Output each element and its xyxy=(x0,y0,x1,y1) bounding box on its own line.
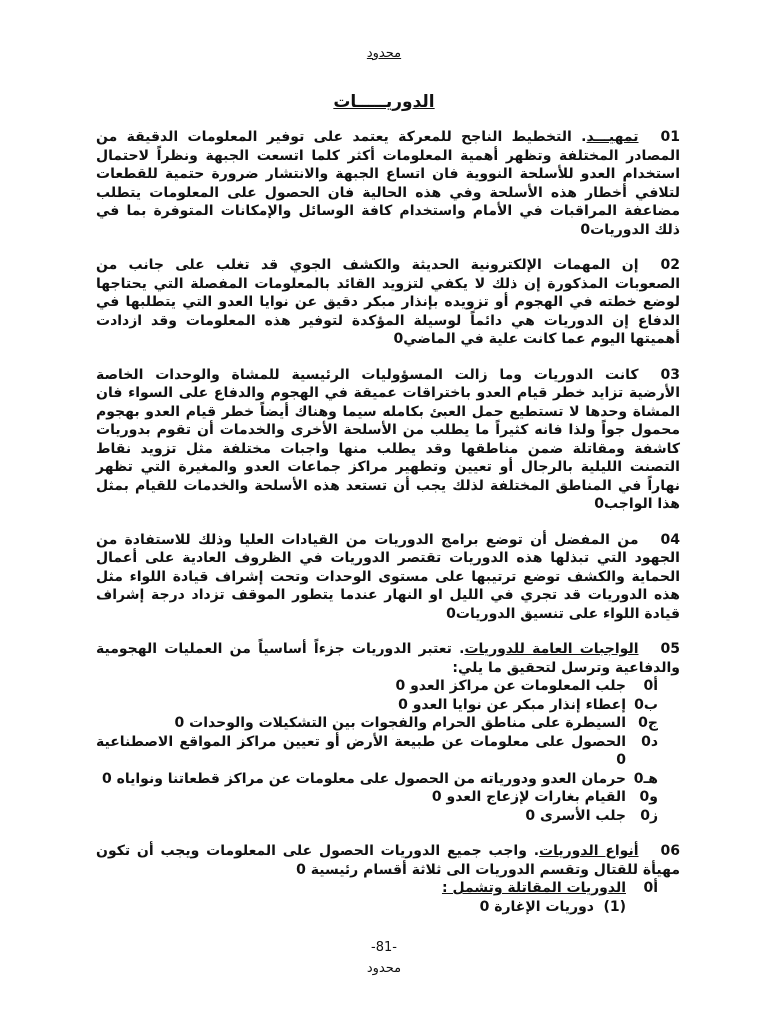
paragraph-04 xyxy=(96,531,680,624)
paragraph-number: 05 xyxy=(660,641,680,657)
item-text: الحصول على معلومات عن طبيعة الأرض أو تعيين مراكز المواقع الاصطناعية 0 xyxy=(96,733,626,768)
paragraph-heading: أنواع الدوريات xyxy=(539,843,639,859)
paragraph-text: . واجب جميع الدوريات الحصول على المعلومات ويجب أن تكون مهيأة للقتال وتقسم الدوريات الى ثلاثة أقسام رئيسية 0 xyxy=(96,843,680,878)
list-item xyxy=(96,770,680,789)
paragraph-text: . التخطيط الناجح للمعركة يعتمد على توفير المعلومات الدقيقة من المصادر المختلفة وتظهر أهمية المعلومات أكثر كلما اتسعت الجبهة ونظراً لاحتمال استخدام العدو للأسلحة النووية فان اتساع الجبهة والانتشار ضرورة حتمية للقطعات لتلافي أخطار هذه الأسلحة وفي هذه الحالية فان الحصول على المعلومات يتطلب مضاعفة المراقبات في الأمام واستخدام كافة الوسائل والإمكانات المتوفرة بما في ذلك الدوريات0 xyxy=(96,129,680,238)
item-text: الدوريات المقاتلة وتشمل : xyxy=(441,880,626,896)
list-item xyxy=(96,788,680,807)
item-marker: هـ0 xyxy=(633,770,658,787)
item-text: السيطرة على مناطق الحرام والفجوات بين التشكيلات والوحدات 0 xyxy=(174,715,626,731)
item-text: القيام بغارات لإزعاج العدو 0 xyxy=(431,789,626,805)
item-text: إعطاء إنذار مبكر عن نوايا العدو 0 xyxy=(398,696,626,713)
footer-classification: محدود xyxy=(366,961,402,976)
list-item xyxy=(96,879,680,898)
item-text: جلب المعلومات عن مراكز العدو 0 xyxy=(395,678,626,694)
paragraph-text: . تعتبر الدوريات جزءاً أساسياً من العمليات الهجومية والدفاعية وترسل لتحقيق ما يلي: xyxy=(96,641,680,676)
item-text: حرمان العدو ودورياته من الحصول على معلومات عن مراكز قطعاتنا ونواياه 0 xyxy=(101,770,626,787)
list-item xyxy=(96,714,680,733)
document-body xyxy=(96,128,680,916)
paragraph-number: 03 xyxy=(660,366,680,383)
paragraph-text: إن المهمات الإلكترونية الحديثة والكشف الجوي قد تغلب على جانب من الصعوبات المذكورة إن ذلك لا يكفي لتزويد القائد بالمعلومات المفصلة التي يحتاجها لوضع خطته في الهجوم أو تزويده بإنذار مبكر دقيق عن نوايا العدو التي يتطلبها في الدفاع إن الدوريات هي دائماً لوسيلة المؤكدة لتوفير هذه المعلومات وقد ازدادت أهميتها اليوم عما كانت علية في الماضي0 xyxy=(96,257,680,347)
paragraph-number: 01 xyxy=(660,129,680,145)
item-text: جلب الأسرى 0 xyxy=(525,807,626,824)
paragraph-number: 04 xyxy=(660,531,680,548)
paragraph-06 xyxy=(96,842,680,916)
list-item xyxy=(96,696,680,715)
document-title: الدوريـــــات xyxy=(333,92,435,112)
paragraph-02 xyxy=(96,256,680,349)
paragraph-01 xyxy=(96,128,680,239)
sub-item-marker: (1) xyxy=(603,898,626,915)
item-marker: د0 xyxy=(641,733,658,750)
list-item xyxy=(96,807,680,826)
page-number: -81- xyxy=(371,940,397,955)
item-marker: ب0 xyxy=(634,696,658,713)
paragraph-05 xyxy=(96,640,680,825)
paragraph-number: 02 xyxy=(660,257,680,273)
paragraph-heading: الواجبات العامة للدوريات xyxy=(464,641,639,657)
item-marker: ج0 xyxy=(638,715,658,731)
paragraph-03 xyxy=(96,366,680,514)
sub-item-text: دوريات الإغارة 0 xyxy=(479,898,594,915)
paragraph-text: من المفضل أن توضع برامج الدوريات من القيادات العليا وذلك للاستفادة من الجهود التي تبذلها هذه الدوريات تقتصر الدوريات في الظروف العادية على أعمال الحماية والكشف توضع ترتيبها على مستوى الوحدات وتحت إشراف قيادة اللواء مثل هذه الدوريات قد تجري في الليل او النهار عندما يتطور الموقف تزداد درجة إشراف قيادة اللواء على تنسيق الدوريات0 xyxy=(96,531,680,622)
list-item xyxy=(96,733,680,770)
list-item xyxy=(96,677,680,696)
item-marker: و0 xyxy=(639,789,658,805)
item-marker: ز0 xyxy=(640,807,658,824)
paragraph-heading: تمهيـــد xyxy=(586,129,639,145)
sub-list-item xyxy=(96,898,680,917)
header-classification: محدود xyxy=(366,46,402,61)
paragraph-number: 06 xyxy=(660,843,680,859)
item-marker: أ0 xyxy=(643,880,658,896)
paragraph-text: كانت الدوريات وما زالت المسؤوليات الرئيسية للمشاة والوحدات الخاصة الأرضية تزايد خطر قيام العدو باختراقات عميقة في الهجوم والدفاع على السواء فان المشاة وحدها لا تستطيع حمل العبئ بكامله سيما وهناك أيضاً خطر قيام العدو بهجوم محمول جواً ولذا فانه كثيراً ما يطلب من الأسلحة الأخرى والخدمات أن تقوم بدوريات كاشفة ومقاتلة ضمن مناطقها وقد يطلب منها واجبات مختلفة مثل تزويد نقاط التصنت الليلية بالرجال أو تعيين وتطهير مراكز جماعات العدو والمغيرة التي تظهر نهاراً في المناطق المختلفة لذلك يجب أن تستعد هذه الأسلحة والخدمات للقيام بمثل هذا الواجب0 xyxy=(96,366,680,512)
item-marker: أ0 xyxy=(643,678,658,694)
